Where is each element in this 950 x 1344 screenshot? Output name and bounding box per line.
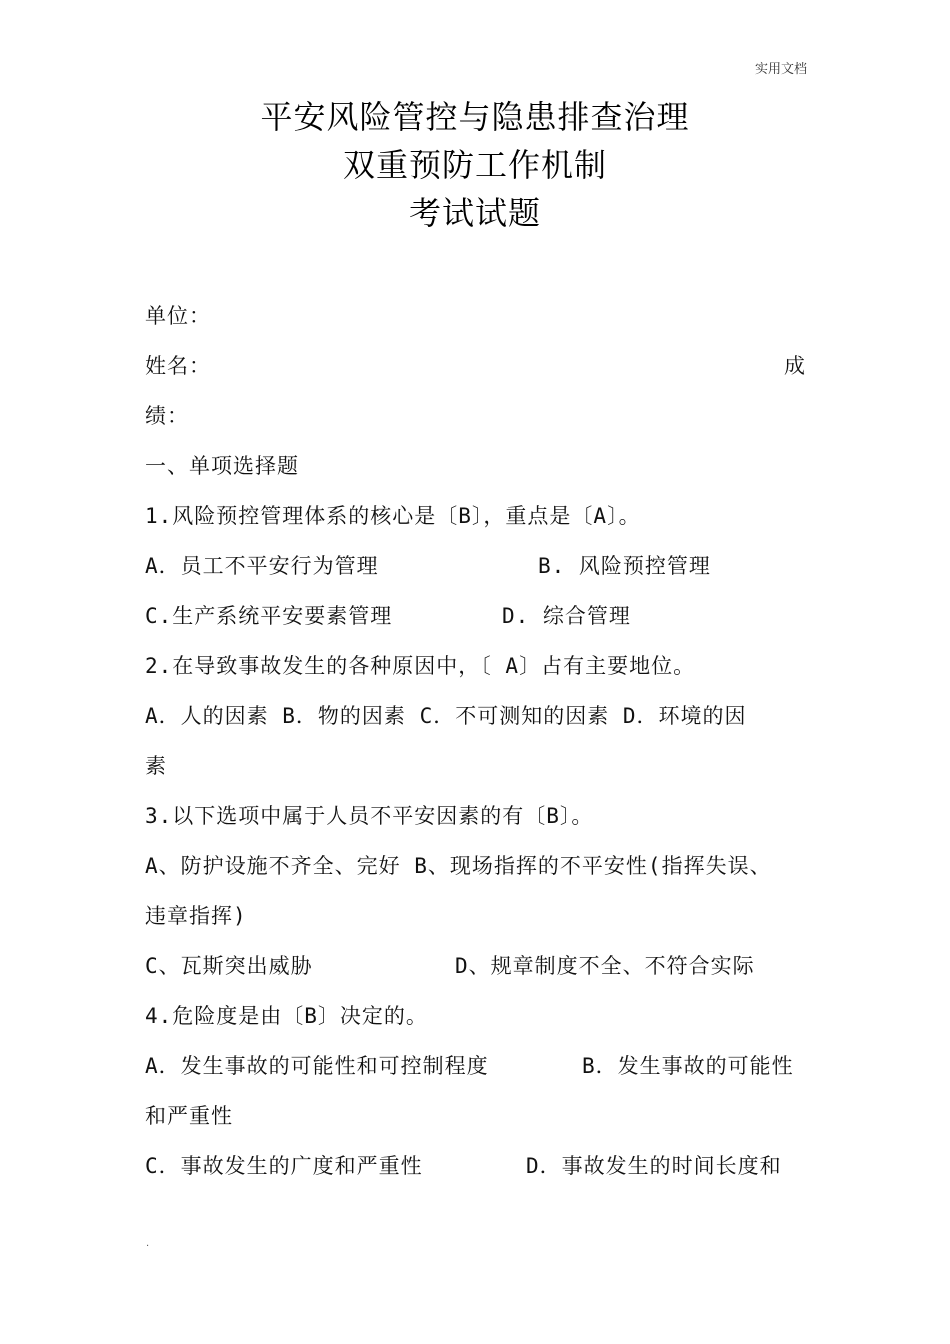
score-label-part1: 成 — [784, 354, 805, 378]
q3-options-line: A、防护设施不齐全、完好 B、现场指挥的不平安性(指挥失误、 — [145, 854, 772, 878]
title-line-2: 双重预防工作机制 — [342, 146, 607, 184]
q3-option-d: D、规章制度不全、不符合实际 — [455, 954, 755, 978]
title-line-3: 考试试题 — [408, 194, 541, 232]
q1-option-d: D. 综合管理 — [502, 604, 631, 628]
q4-option-c: C．事故发生的广度和严重性 — [145, 1154, 423, 1178]
name-label: 姓名： — [145, 354, 211, 378]
q2-options: A．人的因素 B．物的因素 C．不可测知的因素 D．环境的因 — [145, 704, 747, 728]
q4-stem: 4.危险度是由〔B〕决定的。 — [145, 1004, 428, 1028]
title-line-1: 平安风险管控与隐患排查治理 — [260, 98, 690, 136]
q1-option-b: B. 风险预控管理 — [538, 554, 711, 578]
score-label-part2: 绩： — [145, 404, 189, 428]
q3-stem: 3.以下选项中属于人员不平安因素的有〔B〕。 — [145, 804, 594, 828]
q3-options-cont: 违章指挥) — [145, 904, 247, 928]
q2-stem: 2.在导致事故发生的各种原因中，〔 A〕占有主要地位。 — [145, 654, 696, 678]
q4-option-b-cont: 和严重性 — [145, 1104, 233, 1128]
q3-option-c: C、瓦斯突出威胁 — [145, 954, 313, 978]
q1-option-c: C.生产系统平安要素管理 — [145, 604, 393, 628]
q4-option-d: D．事故发生的时间长度和 — [526, 1154, 782, 1178]
unit-label: 单位： — [145, 304, 211, 328]
section-heading: 一、单项选择题 — [145, 454, 299, 478]
q4-option-a: A．发生事故的可能性和可控制程度 — [145, 1054, 489, 1078]
footer-mark: . — [146, 1238, 150, 1249]
q1-option-a: A．员工不平安行为管理 — [145, 554, 379, 578]
q1-stem: 1.风险预控管理体系的核心是〔B〕，重点是〔A〕。 — [145, 504, 641, 528]
q4-option-b: B．发生事故的可能性 — [582, 1054, 794, 1078]
q2-options-cont: 素 — [145, 754, 167, 778]
header-tag: 实用文档 — [754, 62, 807, 77]
